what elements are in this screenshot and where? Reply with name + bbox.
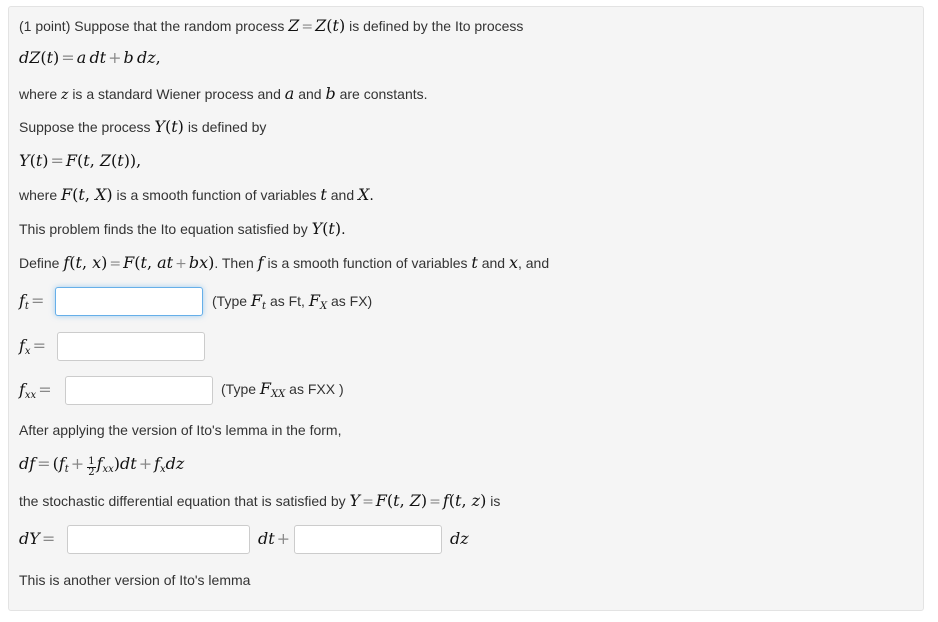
ft-input[interactable] [55,287,203,316]
y-definition-equation: Y(t) = F(t, Z(t)), [19,151,142,170]
fxx-hint: (Type $F_{XX}$ as FXX ) [221,379,344,400]
finds-line: This problem finds the Ito equation satisfied by Y(t). [19,219,346,238]
ito-lemma-equation: df = ($f_t$ + $\frac{1}{2}$ $f_{xx})dt + f_xdz$ [19,454,185,478]
dz-label: dz [450,529,469,548]
dt-label: dt + [258,529,291,548]
problem-panel [8,6,924,611]
dt-coefficient-input[interactable] [67,525,250,554]
intro-line: (1 point) Suppose that the random process Z = Z(t) is defined by the Ito process [19,16,524,35]
dY-label: dY = [19,529,56,548]
where-wiener-line: where z is a standard Wiener process and a and b are constants. [19,84,428,103]
math-Z: Z [288,16,300,35]
fx-input[interactable] [57,332,205,361]
define-line: Define f(t, x) = F(t, at + bx). Then f is a smooth function of variables t and x, and [19,253,550,272]
dz-coefficient-input[interactable] [294,525,442,554]
closing-line: This is another version of Ito's lemma [19,572,251,588]
where-smooth-line: where F(t, X) is a smooth function of variables t and X. [19,185,374,204]
ft-hint: (Type $F_t$ as Ft, $F_X$ as FX) [212,291,373,312]
fxx-input[interactable] [65,376,213,405]
ft-label: $f_t$ = [19,291,45,312]
after-line: After applying the version of Ito's lemma in the form, [19,422,342,438]
sde-line: the stochastic differential equation that is satisfied by Y = F(t, Z) = f(t, z) is [19,491,501,510]
fx-label: $f_x$ = [19,336,46,357]
suppose-line: Suppose the process Y(t) is defined by [19,117,267,136]
fxx-label: $f_{xx}$ = [19,380,52,401]
ito-process-equation: dZ(t) = a dt + b dz, [19,48,161,67]
